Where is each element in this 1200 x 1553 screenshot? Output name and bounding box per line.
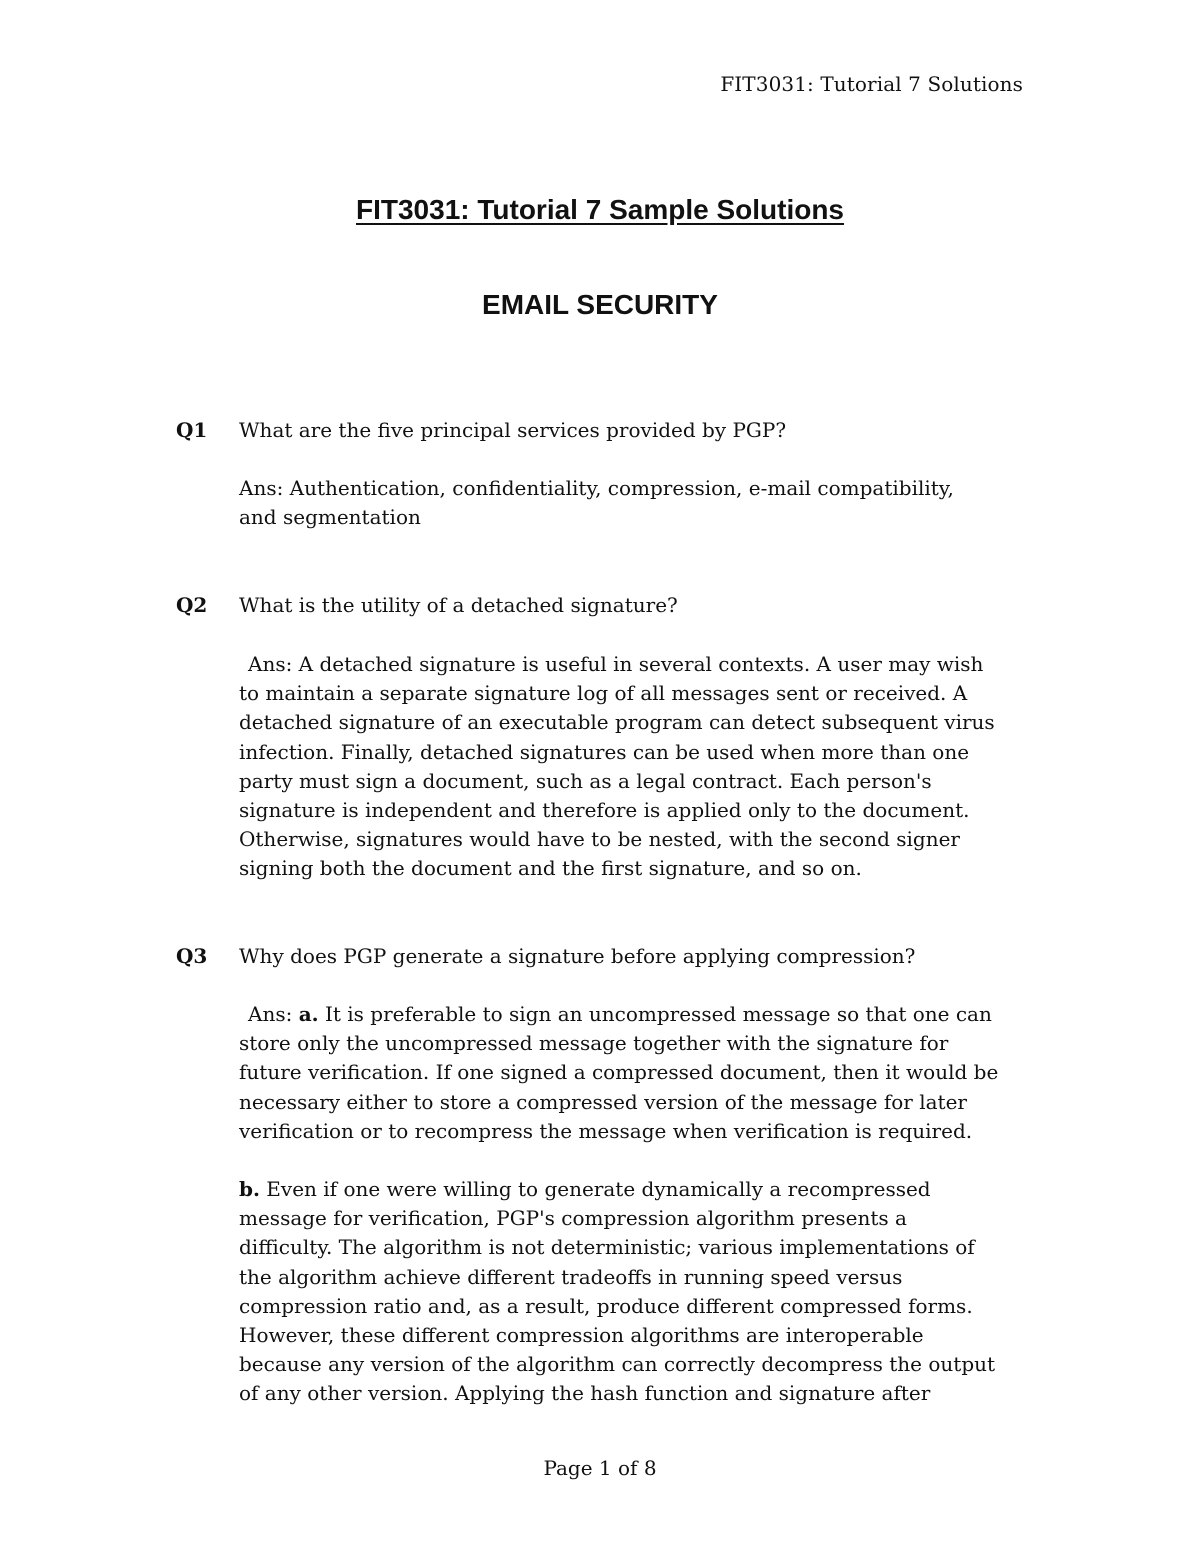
answer-line: Ans: Authentication, confidentiality, compression, e-mail compatibility, (239, 476, 954, 500)
answer-prefix: Ans: (248, 1002, 299, 1026)
answer-line: signature is independent and therefore is applied only to the document. (239, 798, 970, 823)
answer-line: store only the uncompressed message together with the signature for (239, 1031, 949, 1056)
question-label: Q3 (176, 944, 208, 968)
answer-line: necessary either to store a compressed version of the message for later (239, 1089, 967, 1114)
answer-part-b (239, 1175, 1039, 1409)
answer-line: infection. Finally, detached signatures can be used when more than one (239, 739, 970, 764)
answer-line: signing both the document and the first signature, and so on. (239, 856, 862, 881)
answer-line: and segmentation (239, 505, 421, 530)
answer-line: because any version of the algorithm can correctly decompress the output (239, 1352, 996, 1377)
answer-line: Otherwise, signatures would have to be nested, with the second signer (239, 827, 960, 852)
question-label: Q2 (176, 593, 208, 617)
answer-line: detached signature of an executable program can detect subsequent virus (239, 710, 995, 735)
answer-line-rest: Even if one were willing to generate dynamically a recompressed (259, 1177, 931, 1201)
answer-line-rest: It is preferable to sign an uncompressed message so that one can (318, 1002, 992, 1026)
answer-part-a (239, 1000, 1039, 1146)
answer-line: verification or to recompress the message when verification is required. (239, 1118, 973, 1143)
answer-text (239, 650, 1039, 884)
document-title: FIT3031: Tutorial 7 Sample Solutions (355, 194, 845, 225)
answer-line: to maintain a separate signature log of all messages sent or received. A (239, 681, 968, 706)
answer-line: future verification. If one signed a compressed document, then it would be (239, 1060, 999, 1085)
answer-line: Ans: A detached signature is useful in several contexts. A user may wish (248, 652, 984, 676)
question-text: What are the five principal services provided by PGP? (239, 418, 787, 442)
question-text: Why does PGP generate a signature before applying compression? (239, 944, 916, 968)
running-header: FIT3031: Tutorial 7 Solutions (720, 72, 1023, 96)
answer-line: compression ratio and, as a result, produce different compressed forms. (239, 1293, 973, 1318)
answer-line: the algorithm achieve different tradeoffs in running speed versus (239, 1264, 903, 1289)
part-marker: b. (239, 1177, 260, 1201)
part-marker: a. (298, 1002, 319, 1026)
answer-line (239, 1175, 1039, 1204)
answer-text (239, 474, 1039, 532)
answer-line (239, 1000, 1039, 1029)
answer-line: difficulty. The algorithm is not deterministic; various implementations of (239, 1235, 975, 1260)
answer-line: However, these different compression algorithms are interoperable (239, 1323, 924, 1348)
page-footer: Page 1 of 8 (543, 1456, 657, 1480)
answer-line: party must sign a document, such as a legal contract. Each person's (239, 768, 932, 793)
question-text: What is the utility of a detached signature? (239, 593, 678, 617)
answer-line: of any other version. Applying the hash function and signature after (239, 1381, 931, 1406)
document-subtitle: EMAIL SECURITY (482, 289, 718, 320)
answer-line: message for verification, PGP's compression algorithm presents a (239, 1206, 907, 1231)
question-label: Q1 (176, 418, 208, 442)
